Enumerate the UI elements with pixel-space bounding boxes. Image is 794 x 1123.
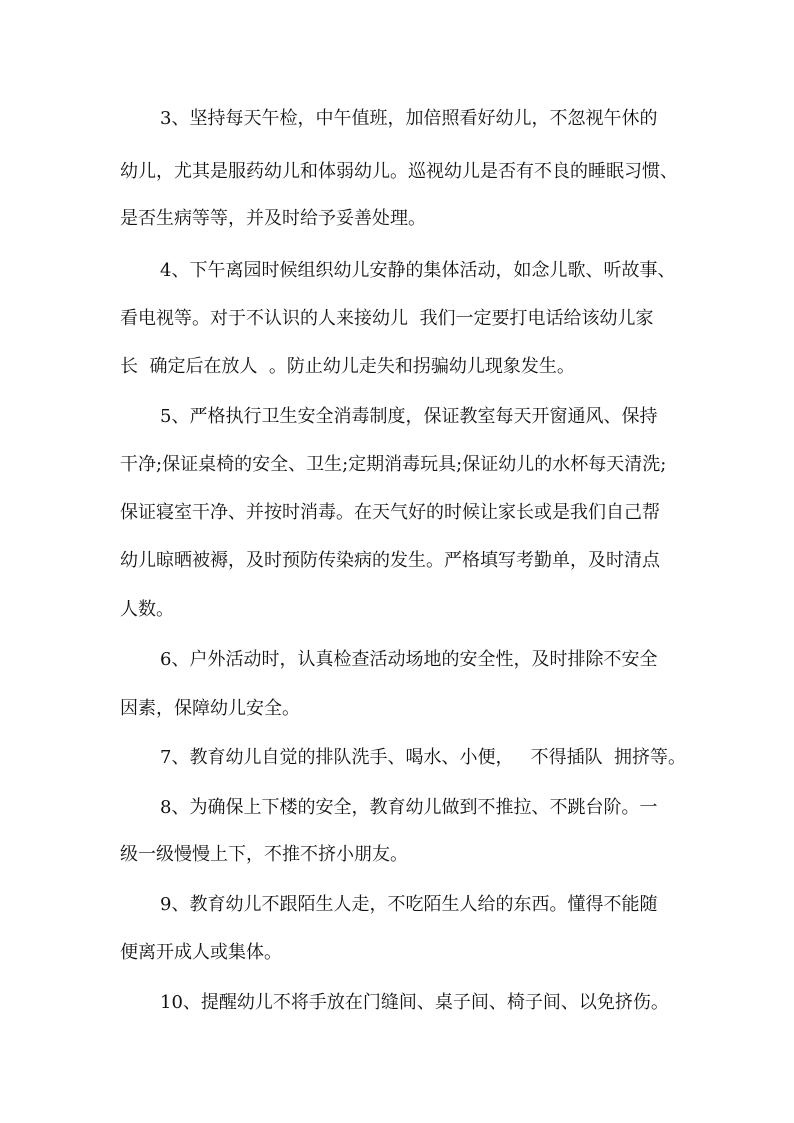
paragraph-4-line-3: 长 确定后在放人 。防止幼儿走失和拐骗幼儿现象发生。 [120,356,575,377]
paragraph-6-line-2: 因素，保障幼儿安全。 [120,698,300,719]
paragraph-10-line-1: 10、提醒幼儿不将手放在门缝间、桌子间、椅子间、以免挤伤。 [160,992,669,1013]
paragraph-5-line-3: 保证寝室干净、并按时消毒。在天气好的时候让家长或是我们自己帮 [120,502,660,523]
paragraph-6-line-1: 6、户外活动时，认真检查活动场地的安全性，及时排除不安全 [160,649,658,670]
paragraph-4-line-2: 看电视等。对于不认识的人来接幼儿 我们一定要打电话给该幼儿家 [120,308,654,329]
paragraph-9-line-1: 9、教育幼儿不跟陌生人走，不吃陌生人给的东西。懂得不能随 [160,894,658,915]
paragraph-8-line-1: 8、为确保上下楼的安全，教育幼儿做到不推拉、不跳台阶。一 [160,797,658,818]
paragraph-5-line-1: 5、严格执行卫生安全消毒制度，保证教室每天开窗通风、保持 [160,406,658,427]
paragraph-5-line-5: 人数。 [120,599,174,620]
paragraph-8-line-2: 级一级慢慢上下，不推不挤小朋友。 [120,844,408,865]
paragraph-5-line-2: 干净;保证桌椅的安全、卫生;定期消毒玩具;保证幼儿的水杯每天清洗; [120,454,667,475]
paragraph-4-line-1: 4、下午离园时候组织幼儿安静的集体活动，如念儿歌、听故事、 [160,260,676,281]
paragraph-5-line-4: 幼儿晾晒被褥，及时预防传染病的发生。严格填写考勤单，及时清点 [120,550,660,571]
paragraph-7-line-1: 7、教育幼儿自觉的排队洗手、喝水、小便， 不得插队 拥挤等。 [160,747,687,768]
paragraph-3-line-1: 3、坚持每天午检，中午值班，加倍照看好幼儿，不忽视午休的 [160,108,658,129]
paragraph-3-line-3: 是否生病等等，并及时给予妥善处理。 [120,208,426,229]
paragraph-9-line-2: 便离开成人或集体。 [120,942,282,963]
paragraph-3-line-2: 幼儿，尤其是服药幼儿和体弱幼儿。巡视幼儿是否有不良的睡眠习惯、 [120,161,678,182]
